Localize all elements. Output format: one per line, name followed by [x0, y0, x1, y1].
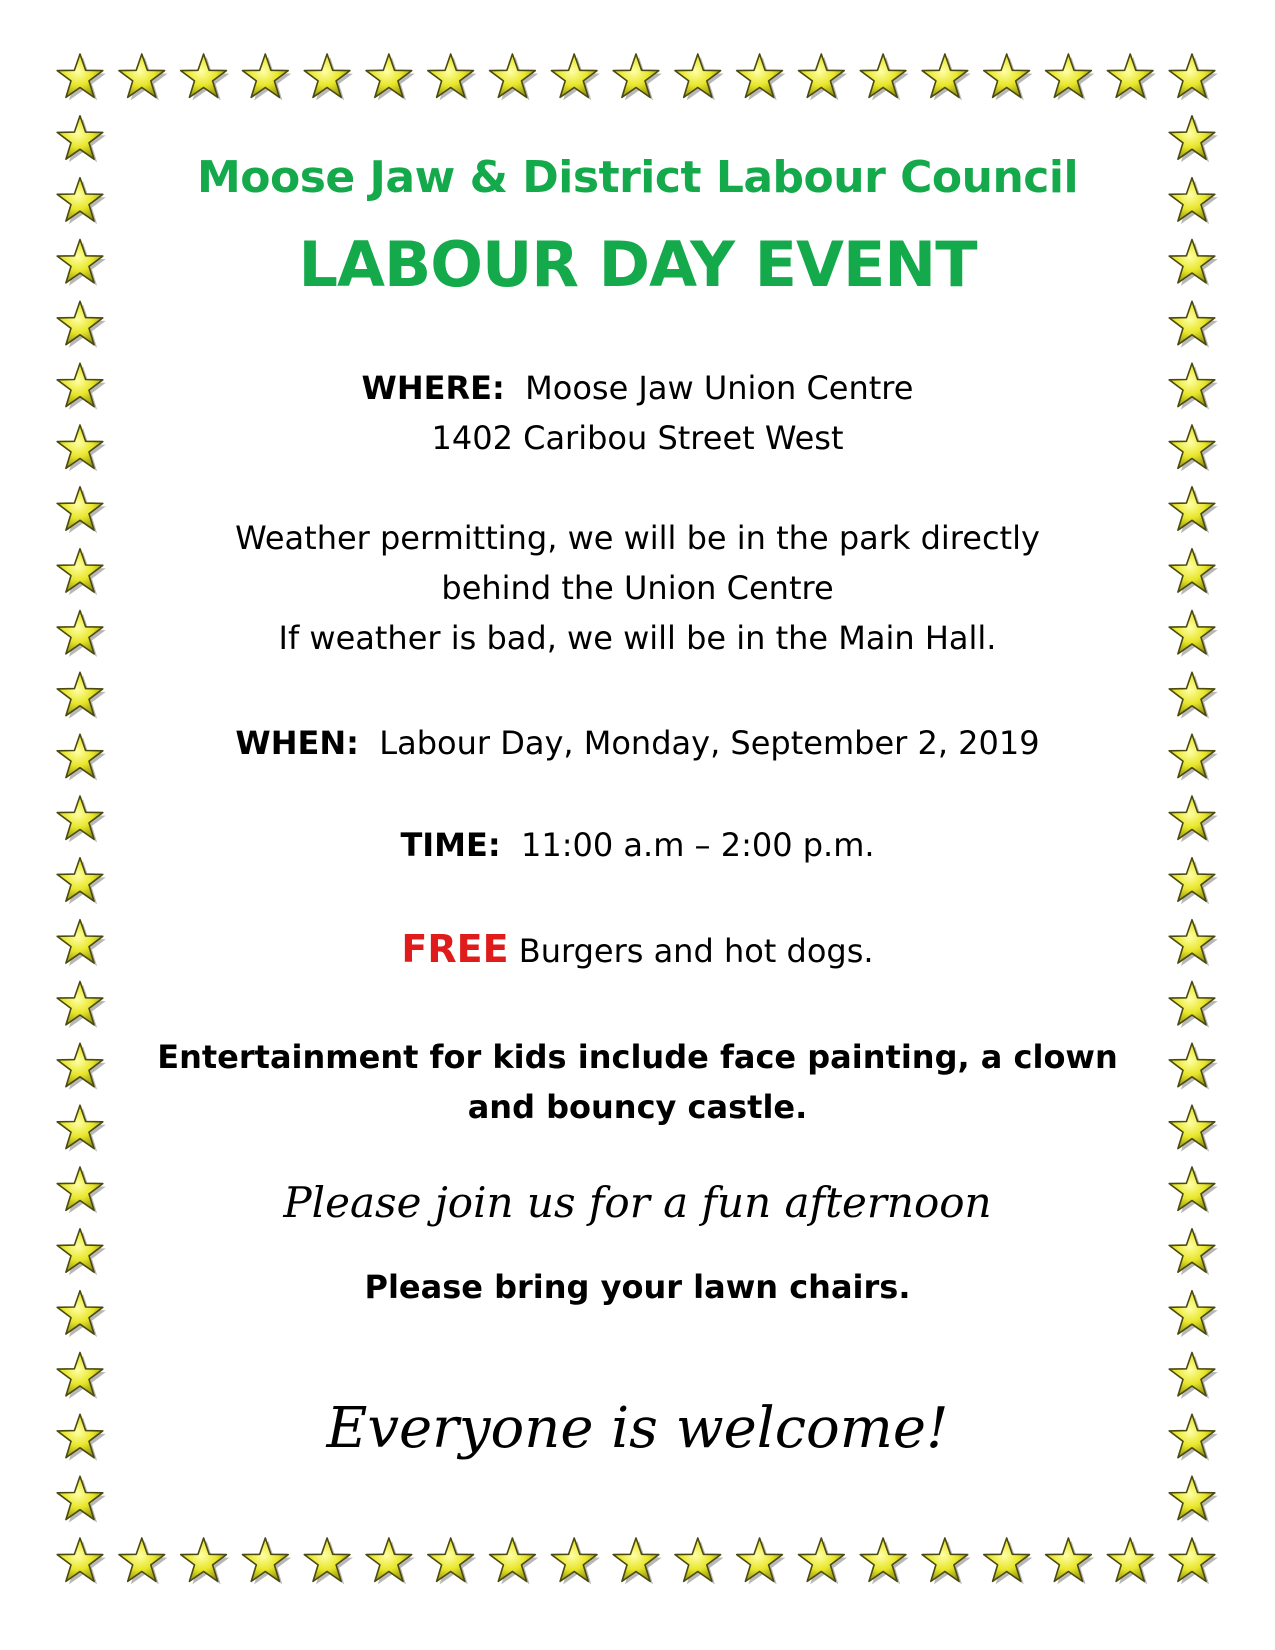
entertainment-section — [130, 1032, 1145, 1132]
star-icon — [57, 1105, 106, 1151]
star-icon — [57, 1043, 106, 1089]
event-title: LABOUR DAY EVENT — [298, 228, 977, 301]
star-icon — [1169, 1476, 1218, 1522]
star-icon — [1169, 982, 1218, 1028]
star-icon — [119, 54, 168, 100]
where-section — [130, 363, 1145, 463]
time-value: 11:00 a.m – 2:00 p.m. — [521, 826, 875, 864]
star-icon — [57, 1353, 106, 1399]
star-icon — [57, 672, 106, 718]
star-icon — [57, 734, 106, 780]
star-icon — [1107, 1538, 1156, 1584]
weather-line-2: behind the Union Centre — [441, 569, 834, 607]
star-icon — [1169, 549, 1218, 595]
star-icon — [304, 54, 353, 100]
star-icon — [1169, 920, 1218, 966]
star-icon — [181, 54, 230, 100]
star-icon — [1169, 116, 1218, 162]
star-icon — [57, 611, 106, 657]
star-icon — [57, 1538, 106, 1584]
star-icon — [922, 54, 971, 100]
star-icon — [737, 1538, 786, 1584]
star-icon — [57, 920, 106, 966]
welcome-text: Everyone is welcome! — [326, 1396, 949, 1461]
star-icon — [243, 54, 292, 100]
star-icon — [304, 1538, 353, 1584]
star-icon — [1169, 54, 1218, 100]
free-label: FREE — [401, 927, 509, 971]
weather-section — [130, 513, 1145, 663]
star-icon — [922, 1538, 971, 1584]
star-icon — [1169, 1229, 1218, 1275]
star-icon — [57, 301, 106, 347]
food-section — [130, 924, 1145, 976]
star-icon — [119, 1538, 168, 1584]
star-icon — [57, 487, 106, 533]
star-icon — [366, 54, 415, 100]
star-icon — [1169, 240, 1218, 286]
star-icon — [737, 54, 786, 100]
star-icon — [1169, 796, 1218, 842]
star-icon — [1169, 672, 1218, 718]
time-section — [130, 820, 1145, 870]
star-icon — [57, 858, 106, 904]
weather-line-1: Weather permitting, we will be in the park directly — [235, 519, 1040, 557]
star-icon — [57, 425, 106, 471]
star-icon — [57, 363, 106, 409]
where-venue: Moose Jaw Union Centre — [525, 369, 914, 407]
star-icon — [57, 982, 106, 1028]
star-icon — [1169, 858, 1218, 904]
star-icon — [675, 54, 724, 100]
star-icon — [1169, 1105, 1218, 1151]
star-icon — [490, 54, 539, 100]
star-icon — [57, 178, 106, 224]
star-icon — [1107, 54, 1156, 100]
star-icon — [57, 1476, 106, 1522]
star-icon — [1169, 1167, 1218, 1213]
star-icon — [675, 1538, 724, 1584]
star-icon — [1169, 1291, 1218, 1337]
star-icon — [57, 796, 106, 842]
star-icon — [57, 1291, 106, 1337]
star-icon — [57, 116, 106, 162]
star-icon — [490, 1538, 539, 1584]
entertainment-line-1: Entertainment for kids include face painting, a clown — [157, 1038, 1118, 1076]
star-icon — [57, 240, 106, 286]
star-icon — [1169, 425, 1218, 471]
time-label: TIME: — [400, 826, 501, 864]
star-icon — [1169, 1414, 1218, 1460]
star-icon — [428, 1538, 477, 1584]
star-icon — [1046, 1538, 1095, 1584]
star-icon — [181, 1538, 230, 1584]
star-icon — [613, 54, 662, 100]
when-value: Labour Day, Monday, September 2, 2019 — [379, 724, 1040, 762]
star-icon — [1169, 301, 1218, 347]
lawn-chairs-text: Please bring your lawn chairs. — [364, 1268, 911, 1306]
when-label: WHEN: — [235, 724, 359, 762]
entertainment-line-2: and bouncy castle. — [467, 1088, 808, 1126]
star-icon — [57, 1229, 106, 1275]
star-icon — [57, 1414, 106, 1460]
when-section — [130, 718, 1145, 768]
star-icon — [1169, 734, 1218, 780]
star-icon — [1169, 487, 1218, 533]
invite-text: Please join us for a fun afternoon — [283, 1178, 992, 1227]
star-icon — [860, 1538, 909, 1584]
star-icon — [984, 54, 1033, 100]
star-icon — [57, 549, 106, 595]
star-icon — [428, 54, 477, 100]
star-icon — [1046, 54, 1095, 100]
star-icon — [1169, 363, 1218, 409]
star-icon — [860, 54, 909, 100]
star-icon — [366, 1538, 415, 1584]
star-icon — [613, 1538, 662, 1584]
star-icon — [799, 1538, 848, 1584]
star-icon — [57, 54, 106, 100]
star-icon — [799, 54, 848, 100]
weather-line-3: If weather is bad, we will be in the Main Hall. — [278, 619, 997, 657]
star-icon — [1169, 1353, 1218, 1399]
star-icon — [1169, 1538, 1218, 1584]
food-text: Burgers and hot dogs. — [518, 932, 874, 970]
star-icon — [57, 1167, 106, 1213]
star-icon — [1169, 1043, 1218, 1089]
organization-title: Moose Jaw & District Labour Council — [196, 152, 1079, 203]
star-icon — [1169, 178, 1218, 224]
star-icon — [551, 1538, 600, 1584]
star-icon — [984, 1538, 1033, 1584]
star-icon — [551, 54, 600, 100]
where-label: WHERE: — [361, 369, 505, 407]
star-icon — [1169, 611, 1218, 657]
star-icon — [243, 1538, 292, 1584]
where-address: 1402 Caribou Street West — [431, 419, 844, 457]
